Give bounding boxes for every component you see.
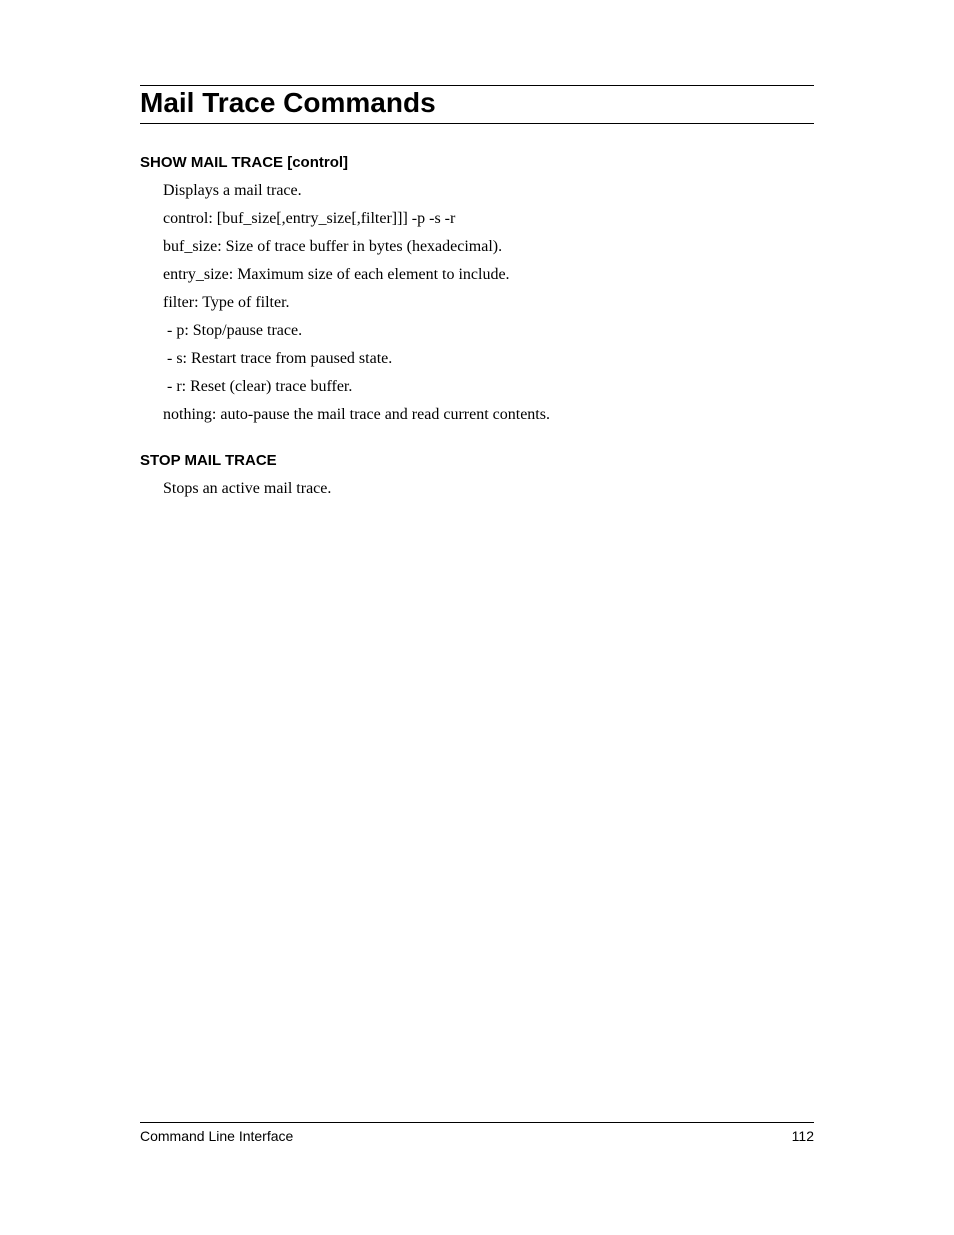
body-line: control: [buf_size[,entry_size[,filter]]] -p -s -r xyxy=(163,210,456,227)
footer-page-number: 112 xyxy=(791,1128,814,1144)
section-body xyxy=(140,177,814,429)
section-heading: STOP MAIL TRACE xyxy=(140,452,277,469)
body-line: - s: Restart trace from paused state. xyxy=(163,350,393,367)
footer-rule xyxy=(140,1122,814,1123)
body-line: Stops an active mail trace. xyxy=(163,480,332,497)
body-line: buf_size: Size of trace buffer in bytes (hexadecimal). xyxy=(163,238,503,255)
chapter-bottom-rule xyxy=(140,123,814,124)
section-heading: SHOW MAIL TRACE [control] xyxy=(140,154,349,171)
section-show-mail-trace xyxy=(140,154,814,429)
body-line: - p: Stop/pause trace. xyxy=(163,322,303,339)
body-line: - r: Reset (clear) trace buffer. xyxy=(163,378,353,395)
chapter-title: Mail Trace Commands xyxy=(140,87,436,118)
section-body xyxy=(140,475,814,503)
body-line: nothing: auto-pause the mail trace and read current contents. xyxy=(163,406,550,423)
section-stop-mail-trace xyxy=(140,452,814,503)
body-line: Displays a mail trace. xyxy=(163,182,302,199)
footer-document-title: Command Line Interface xyxy=(140,1128,294,1144)
body-line: filter: Type of filter. xyxy=(163,294,290,311)
body-line: entry_size: Maximum size of each element to include. xyxy=(163,266,510,283)
